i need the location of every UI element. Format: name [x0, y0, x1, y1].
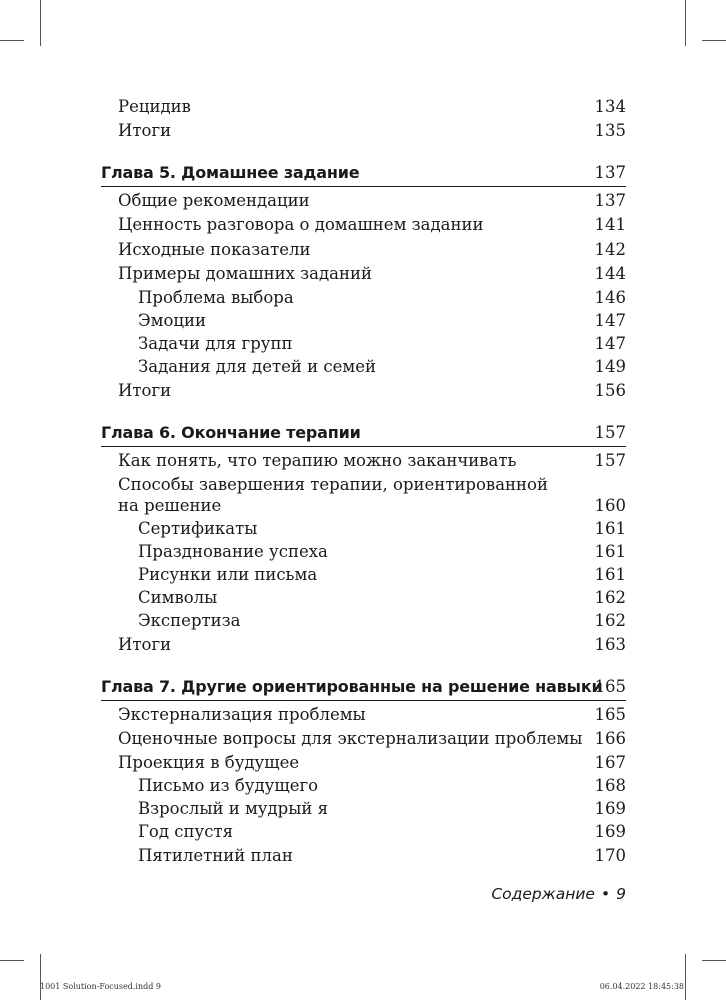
toc-subentry-title: Взрослый и мудрый я: [138, 799, 329, 818]
toc-subentry-title: Год спустя: [138, 822, 233, 841]
toc-subentry: [0, 540, 726, 563]
toc-entry-page: 135: [594, 121, 626, 140]
toc-entry-title: Исходные показатели: [118, 240, 311, 259]
toc-subentry-title: Эмоции: [138, 311, 206, 330]
toc-subentry-page: 147: [594, 334, 626, 353]
toc-subentry-title: Символы: [138, 588, 218, 607]
toc-entry-page: 166: [594, 729, 626, 748]
chapter-title: Глава 5. Домашнее задание: [101, 163, 360, 182]
toc-entry-page: 141: [594, 215, 626, 234]
toc-subentry: [0, 586, 726, 609]
toc-entry-page: 142: [594, 240, 626, 259]
toc-entry-title: Ценность разговора о домашнем задании: [118, 215, 484, 234]
toc-entry-title: Итоги: [118, 121, 172, 140]
toc-subentry-page: 162: [594, 588, 626, 607]
toc-subentry: [0, 797, 726, 820]
toc-entry-title: Рецидив: [118, 97, 191, 116]
toc-subentry-title: Сертификаты: [138, 519, 258, 538]
toc-subentry: [0, 774, 726, 797]
toc-chapter-heading: [0, 421, 726, 444]
toc-subentry-page: 149: [594, 357, 626, 376]
toc-subentry: [0, 517, 726, 540]
toc-subentry-title: Рисунки или письма: [138, 565, 318, 584]
toc-entry: [0, 379, 726, 402]
chapter-divider: [101, 446, 626, 447]
toc-subentry: [0, 286, 726, 309]
toc-entry-title: Итоги: [118, 381, 172, 400]
toc-subentry-page: 161: [594, 565, 626, 584]
toc-entry-title: Способы завершения терапии, ориентированной: [118, 475, 548, 494]
toc-entry: [0, 189, 726, 212]
toc-entry-title: на решение: [118, 496, 222, 515]
toc-subentry-page: 170: [594, 846, 626, 865]
toc-entry-page: 165: [594, 705, 626, 724]
toc-entry: [0, 473, 726, 496]
footer-bullet: •: [600, 885, 611, 903]
toc-subentry-title: Экспертиза: [138, 611, 241, 630]
footer-page-number: 9: [616, 885, 626, 903]
chapter-title: Глава 6. Окончание терапии: [101, 423, 361, 442]
toc-subentry-title: Задания для детей и семей: [138, 357, 376, 376]
toc-subentry-title: Проблема выбора: [138, 288, 294, 307]
toc-entry: [0, 449, 726, 472]
toc-entry: [0, 119, 726, 142]
toc-entry-title: Проекция в будущее: [118, 753, 300, 772]
toc-chapter-heading: [0, 675, 726, 698]
toc-subentry-title: Пятилетний план: [138, 846, 293, 865]
toc-subentry: [0, 820, 726, 843]
toc-subentry-page: 161: [594, 519, 626, 538]
toc-subentry: [0, 355, 726, 378]
footer-section-title: Содержание: [491, 885, 595, 903]
chapter-page: 165: [594, 677, 626, 696]
chapter-divider: [101, 700, 626, 701]
toc-subentry-page: 161: [594, 542, 626, 561]
toc-entry: [0, 727, 726, 750]
toc-subentry: [0, 309, 726, 332]
toc-entry-title: Общие рекомендации: [118, 191, 310, 210]
toc-entry-title: Экстернализация проблемы: [118, 705, 366, 724]
toc-subentry-page: 169: [594, 822, 626, 841]
chapter-divider: [101, 186, 626, 187]
toc-entry-page: 144: [594, 264, 626, 283]
toc-subentry-title: Письмо из будущего: [138, 776, 319, 795]
toc-entry-page: 160: [594, 496, 626, 515]
toc-subentry-title: Задачи для групп: [138, 334, 293, 353]
toc-subentry-title: Празднование успеха: [138, 542, 328, 561]
chapter-page: 137: [594, 163, 626, 182]
toc-entry: [0, 95, 726, 118]
toc-entry-page: 163: [594, 635, 626, 654]
toc-entry-continuation: [0, 494, 726, 517]
toc-entry-title: Как понять, что терапию можно заканчивать: [118, 451, 517, 470]
toc-chapter-heading: [0, 161, 726, 184]
toc-subentry-page: 169: [594, 799, 626, 818]
chapter-title: Глава 7. Другие ориентированные на решение навыки: [101, 677, 603, 696]
toc-entry-title: Оценочные вопросы для экстернализации проблемы: [118, 729, 583, 748]
toc-subentry: [0, 844, 726, 867]
toc-subentry: [0, 609, 726, 632]
toc-subentry: [0, 332, 726, 355]
print-slug-file: 1001 Solution-Focused.indd 9: [40, 982, 162, 991]
toc-subentry-page: 168: [594, 776, 626, 795]
toc-entry: [0, 633, 726, 656]
toc-entry: [0, 238, 726, 261]
toc-entry: [0, 213, 726, 236]
running-footer: [491, 885, 626, 903]
toc-entry-title: Итоги: [118, 635, 172, 654]
toc-entry-page: 157: [594, 451, 626, 470]
toc-entry-page: 134: [594, 97, 626, 116]
toc-subentry-page: 162: [594, 611, 626, 630]
print-slug-datetime: 06.04.2022 18:45:38: [599, 982, 684, 991]
toc-entry: [0, 703, 726, 726]
toc-entry: [0, 262, 726, 285]
toc-entry-page: 156: [594, 381, 626, 400]
toc-subentry-page: 147: [594, 311, 626, 330]
toc-subentry: [0, 563, 726, 586]
toc-entry: [0, 751, 726, 774]
toc-entry-page: 137: [594, 191, 626, 210]
toc-subentry-page: 146: [594, 288, 626, 307]
toc-entry-title: Примеры домашних заданий: [118, 264, 372, 283]
toc-entry-page: 167: [594, 753, 626, 772]
chapter-page: 157: [594, 423, 626, 442]
